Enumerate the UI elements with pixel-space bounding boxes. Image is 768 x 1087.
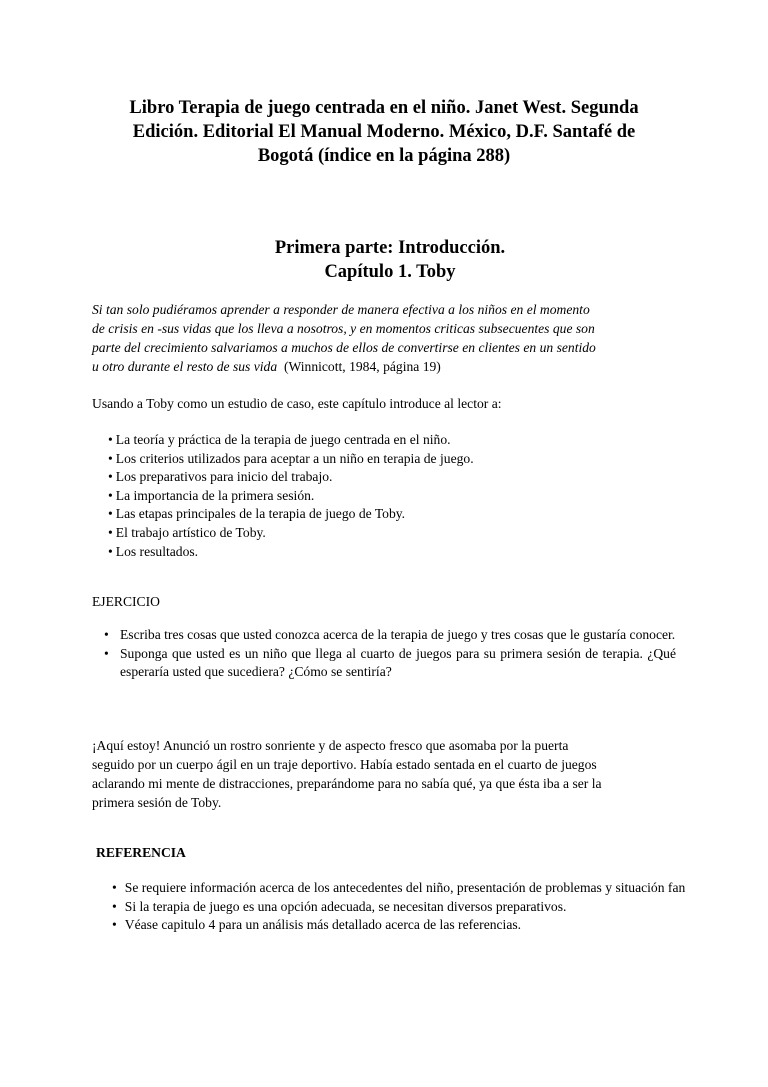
list-item: • Los preparativos para inicio del trabajo. [108, 468, 474, 487]
narrative-paragraph [92, 736, 602, 812]
part-heading: Primera parte: Introducción. [274, 238, 506, 258]
epigraph-line: Si tan solo pudiéramos aprender a responder de manera efectiva a los niños en el momento [92, 302, 590, 317]
epigraph-line: parte del crecimiento salvariamos a muchos de ellos de convertirse en clientes en un sentido [92, 340, 596, 355]
topic-list [108, 431, 474, 561]
book-title [80, 96, 688, 168]
narrative-line: primera sesión de Toby. [92, 795, 222, 810]
list-item: • Suponga que usted es un niño que llega al cuarto de juegos para su primera sesión de terapia. ¿Qué esperaría usted que sucediera? ¿Cómo se sentiría? [104, 645, 676, 682]
list-item: • Se requiere información acerca de los antecedentes del niño, presentación de problemas y situación fan [112, 879, 768, 898]
list-item: • La teoría y práctica de la terapia de juego centrada en el niño. [108, 431, 474, 450]
title-line: Edición. Editorial El Manual Moderno. México, D.F. Santafé de [132, 122, 636, 142]
chapter-heading: Capítulo 1. Toby [324, 262, 456, 282]
title-line: Libro Terapia de juego centrada en el niño. Janet West. Segunda [129, 98, 639, 118]
list-item: • Escriba tres cosas que usted conozca acerca de la terapia de juego y tres cosas que le gustaría conocer. [104, 626, 676, 645]
exercise-list [104, 626, 676, 682]
epigraph [92, 300, 692, 376]
reference-heading: REFERENCIA [96, 845, 186, 860]
list-item: • Los criterios utilizados para aceptar a un niño en terapia de juego. [108, 450, 474, 469]
list-item: • Si la terapia de juego es una opción adecuada, se necesitan diversos preparativos. [112, 898, 768, 917]
section-heading [150, 236, 630, 284]
epigraph-line: u otro durante el resto de sus vida [92, 359, 278, 374]
list-item: • Los resultados. [108, 543, 474, 562]
narrative-line: ¡Aquí estoy! Anunció un rostro sonriente y de aspecto fresco que asomaba por la puerta [92, 738, 569, 753]
reference-list [112, 879, 768, 935]
list-item: • El trabajo artístico de Toby. [108, 524, 474, 543]
exercise-heading: EJERCICIO [92, 594, 160, 609]
narrative-line: seguido por un cuerpo ágil en un traje deportivo. Había estado sentada en el cuarto de juegos [92, 757, 597, 772]
list-item: • Véase capitulo 4 para un análisis más detallado acerca de las referencias. [112, 916, 768, 935]
narrative-line: aclarando mi mente de distracciones, preparándome para no sabía qué, ya que ésta iba a ser la [92, 776, 602, 791]
epigraph-citation: (Winnicott, 1984, página 19) [283, 359, 441, 374]
intro-paragraph: Usando a Toby como un estudio de caso, este capítulo introduce al lector a: [92, 396, 502, 411]
list-item: • Las etapas principales de la terapia de juego de Toby. [108, 505, 474, 524]
list-item: • La importancia de la primera sesión. [108, 487, 474, 506]
title-line: Bogotá (índice en la página 288) [257, 146, 511, 166]
epigraph-line: de crisis en -sus vidas que los lleva a nosotros, y en momentos criticas subsecuentes que son [92, 321, 595, 336]
